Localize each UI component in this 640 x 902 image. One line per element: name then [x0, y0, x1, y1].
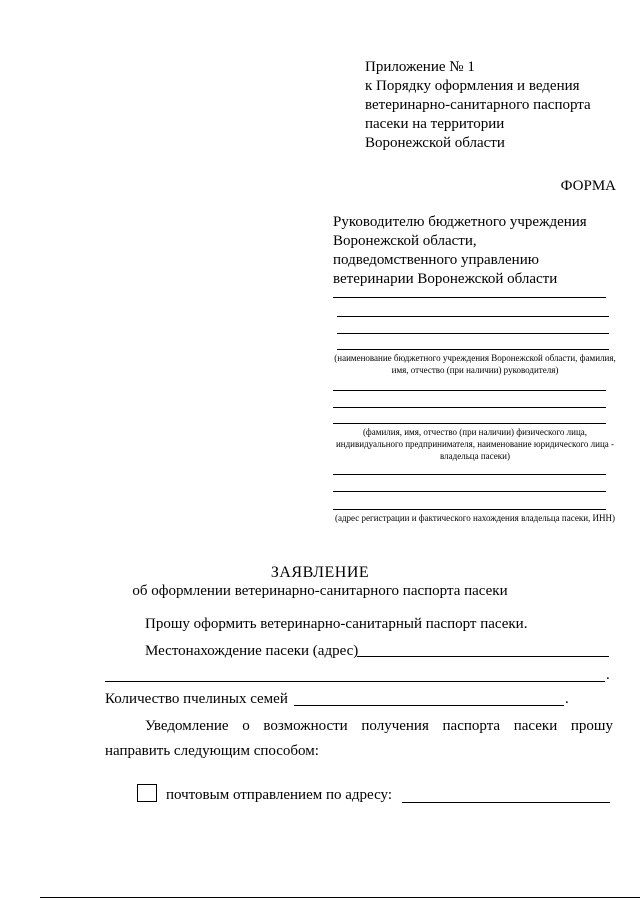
recipient-line: ветеринарии Воронежской области: [333, 271, 558, 287]
appendix-line: Воронежской области: [365, 135, 505, 151]
address-fill-line[interactable]: [333, 474, 606, 475]
institution-fill-line[interactable]: [337, 316, 609, 317]
location-label: Местонахождение пасеки (адрес): [145, 643, 359, 659]
colonies-field[interactable]: [294, 705, 564, 706]
notice-line-2: направить следующим способом:: [105, 743, 319, 759]
appendix-line: к Порядку оформления и ведения: [365, 78, 580, 94]
recipient-line: Воронежской области,: [333, 233, 477, 249]
appendix-line: пасеки на территории: [365, 116, 505, 132]
notice-word: получения: [361, 718, 429, 734]
appendix-line: Приложение № 1: [365, 59, 475, 75]
address-fill-line[interactable]: [333, 491, 606, 492]
notice-word: Уведомление: [145, 718, 229, 734]
appendix-line: ветеринарно-санитарного паспорта: [365, 97, 591, 113]
location-period: .: [606, 667, 610, 683]
postal-option-label: почтовым отправлением по адресу:: [166, 787, 392, 803]
notice-word: паспорта: [442, 718, 501, 734]
institution-caption: (наименование бюджетного учреждения Воронежской области, фамилия, имя, отчество (при наличии) руководителя): [334, 353, 616, 375]
applicant-fill-line[interactable]: [333, 407, 606, 408]
postal-checkbox[interactable]: [137, 784, 157, 802]
recipient-block: [333, 213, 623, 289]
notice-word: прошу: [570, 718, 613, 734]
institution-fill-line[interactable]: [333, 297, 606, 298]
footer-divider: [40, 897, 640, 898]
institution-fill-line[interactable]: [337, 349, 609, 350]
recipient-line: Руководителю бюджетного учреждения: [333, 214, 587, 230]
institution-fill-line[interactable]: [337, 333, 609, 334]
notice-word: о: [242, 718, 250, 734]
colonies-period: .: [565, 691, 569, 707]
request-text: Прошу оформить ветеринарно-санитарный паспорт пасеки.: [145, 616, 528, 632]
applicant-caption: (фамилия, имя, отчество (при наличии) физического лица, индивидуального предпринимателя, наименование юридического лица - владельца пасеки): [335, 427, 615, 461]
applicant-fill-line[interactable]: [333, 423, 606, 424]
postal-address-field[interactable]: [402, 802, 610, 803]
applicant-fill-line[interactable]: [333, 390, 606, 391]
notice-line-1: [145, 718, 613, 735]
location-field-continued[interactable]: [105, 681, 605, 682]
form-label: ФОРМА: [560, 178, 616, 194]
address-caption: (адрес регистрации и фактического нахождения владельца пасеки, ИНН): [334, 513, 616, 523]
appendix-note: [365, 58, 625, 153]
notice-word: пасеки: [513, 718, 558, 734]
recipient-line: подведомственного управлению: [333, 252, 539, 268]
document-subtitle: об оформлении ветеринарно-санитарного паспорта пасеки: [132, 583, 508, 599]
location-field[interactable]: [357, 656, 609, 657]
document-title: ЗАЯВЛЕНИЕ: [270, 564, 370, 581]
notice-word: возможности: [263, 718, 348, 734]
address-fill-line[interactable]: [333, 509, 606, 510]
colonies-label: Количество пчелиных семей: [105, 691, 288, 707]
